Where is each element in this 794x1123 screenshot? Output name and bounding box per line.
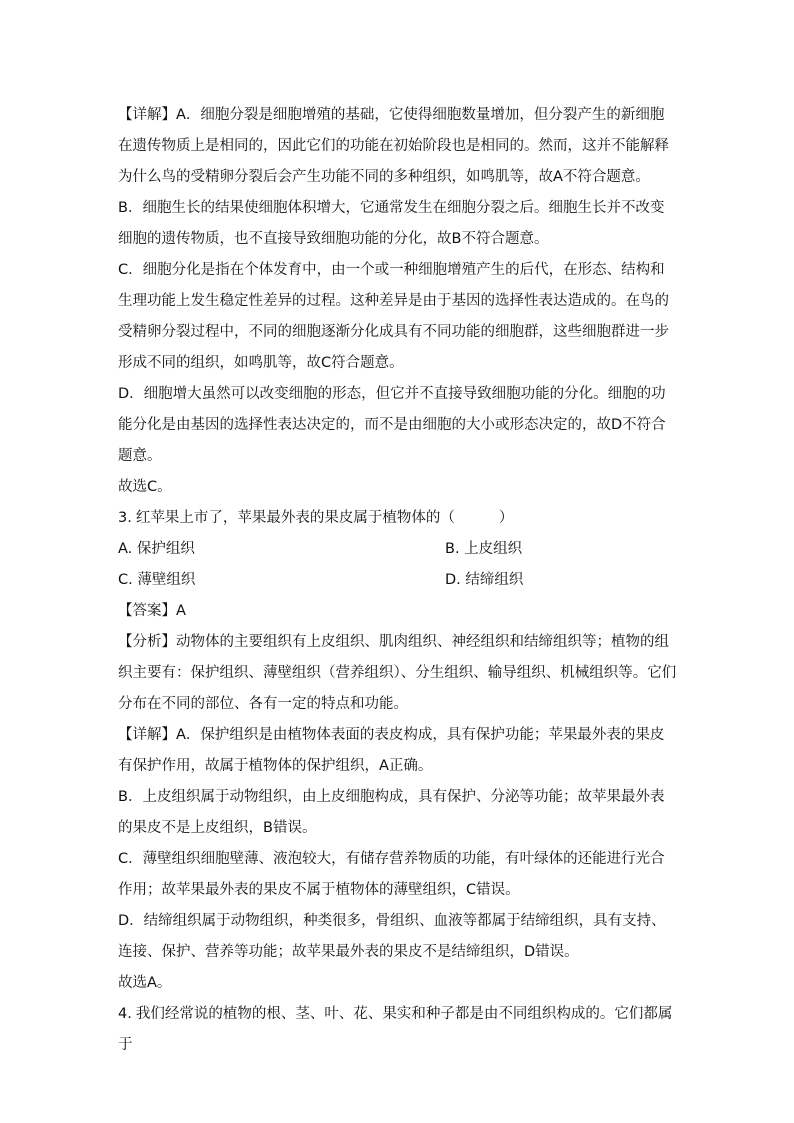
q2-detail-c: C．细胞分化是指在个体发育中，由一个或一种细胞增殖产生的后代，在形态、结构和生理功能上发生稳定性差异的过程。这种差异是由于基因的选择性表达造成的。在鸟的受精卵分裂过程中，不同的细胞逐渐分化成具有不同功能的细胞群，这些细胞群进一步形成不同的组织，如鸣肌等，故C符合题意。	[118, 262, 669, 371]
q3-detail-d: D．结缔组织属于动物组织，种类很多，骨组织、血液等都属于结缔组织，具有支持、连接、保护、营养等功能；故苹果最外表的果皮不是结缔组织，D错误。	[118, 913, 666, 960]
q4-stem-text: 我们经常说的植物的根、茎、叶、花、果实和种子都是由不同组织构成的。它们都属于	[118, 1006, 673, 1053]
q2-choice: 故选C。	[118, 479, 172, 495]
q3-answer: 【答案】A	[118, 603, 186, 619]
q3-options	[118, 534, 678, 596]
q3-detail-a: 【详解】A．保护组织是由植物体表面的表皮构成，具有保护功能；苹果最外表的果皮有保护作用，故属于植物体的保护组织，A正确。	[118, 727, 665, 774]
q3-choice: 故选A。	[118, 975, 172, 991]
q3-analysis: 【分析】动物体的主要组织有上皮组织、肌肉组织、神经组织和结缔组织等；植物的组织主要有：保护组织、薄壁组织（营养组织）、分生组织、输导组织、机械组织等。它们分布在不同的部位、各有一定的特点和功能。	[118, 634, 677, 712]
q3-option-b: B. 上皮组织	[445, 541, 523, 557]
q3-detail-c: C．薄壁组织细胞壁薄、液泡较大，有储存营养物质的功能，有叶绿体的还能进行光合作用；故苹果最外表的果皮不属于植物体的薄壁组织，C错误。	[118, 851, 665, 898]
q3-stem-text: 红苹果上市了，苹果最外表的果皮属于植物体的（	[135, 510, 455, 526]
q3-number: 3.	[118, 510, 132, 526]
document-page	[118, 100, 678, 1061]
q3-stem-close: ）	[498, 510, 514, 526]
q2-detail-d: D．细胞增大虽然可以改变细胞的形态，但它并不直接导致细胞功能的分化。细胞的功能分化是由基因的选择性表达决定的，而不是由细胞的大小或形态决定的，故D不符合题意。	[118, 386, 666, 464]
q3-option-d: D. 结缔组织	[445, 572, 524, 588]
q3-option-c: C. 薄壁组织	[118, 572, 196, 588]
q2-detail-b: B．细胞生长的结果使细胞体积增大，它通常发生在细胞分裂之后。细胞生长并不改变细胞的遗传物质，也不直接导致细胞功能的分化，故B不符合题意。	[118, 200, 665, 247]
q3-stem	[118, 503, 678, 534]
q3-option-a: A. 保护组织	[118, 541, 195, 557]
q4-number: 4.	[118, 1006, 132, 1022]
q3-detail-b: B．上皮组织属于动物组织，由上皮细胞构成，具有保护、分泌等功能；故苹果最外表的果皮不是上皮组织，B错误。	[118, 789, 665, 836]
q4-stem	[118, 999, 678, 1061]
q2-detail-a: 【详解】A．细胞分裂是细胞增殖的基础，它使得细胞数量增加，但分裂产生的新细胞在遗传物质上是相同的，因此它们的功能在初始阶段也是相同的。然而，这并不能解释为什么鸟的受精卵分裂后会产生功能不同的多种组织，如鸣肌等，故A不符合题意。	[118, 107, 669, 185]
